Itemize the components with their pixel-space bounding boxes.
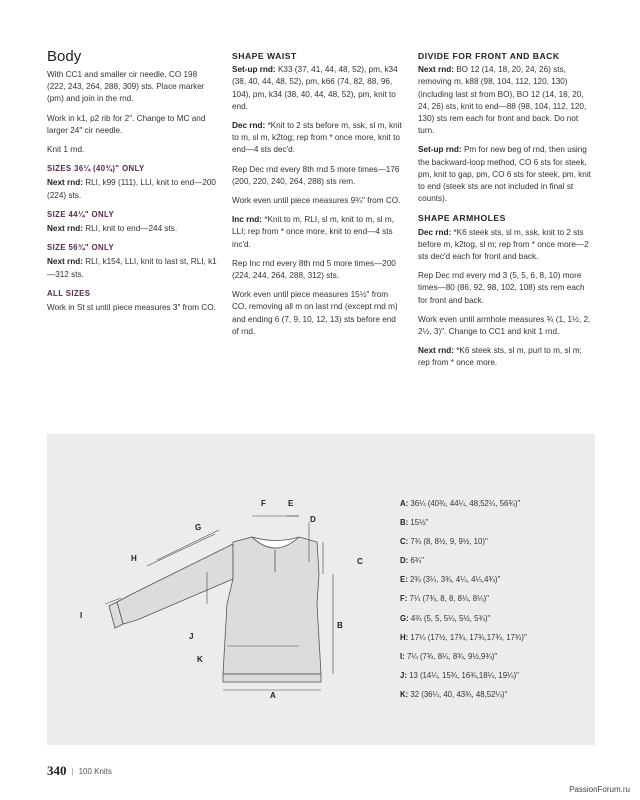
diagram-label-h: H bbox=[131, 554, 137, 563]
size-heading: SIZE 56¾" ONLY bbox=[47, 243, 115, 253]
paragraph: Knit 1 rnd. bbox=[47, 145, 85, 155]
column-divide bbox=[418, 48, 594, 377]
instruction-text: Pm for new beg of rnd, then using the backward-loop method, CO 6 sts for steek, pm, knit to gap, pm, CO 6 sts for steek, pm, knit to end (steek sts are not included in final st counts). bbox=[418, 145, 591, 204]
column-body bbox=[47, 48, 217, 321]
hem-ribbing bbox=[223, 674, 321, 682]
diagram-label-g: G bbox=[195, 523, 202, 532]
measurement-k: K: 32 (36¼, 40, 43¾, 48,52¼)" bbox=[400, 689, 508, 699]
body-shape bbox=[223, 537, 321, 674]
section-title: Body bbox=[47, 48, 82, 65]
diagram-label-k: K bbox=[197, 655, 203, 664]
paragraph bbox=[232, 120, 402, 157]
paragraph: Rep Dec rnd every 8th rnd 5 more times—176 (200, 220, 240, 264, 288) sts rem. bbox=[232, 164, 400, 186]
measurement-e: E: 2¾ (3¼, 3¾, 4¼, 4¼,4¾)" bbox=[400, 575, 501, 585]
measurement-g: G: 4¾ (5, 5, 5¼, 5½, 5¾)" bbox=[400, 613, 491, 623]
schematic-panel bbox=[47, 434, 595, 745]
book-title: 100 Knits bbox=[78, 766, 112, 776]
diagram-label-e: E bbox=[288, 499, 294, 508]
column-shape-waist bbox=[232, 48, 402, 345]
measurement-i: I: 7¼ (7¾, 8¼, 8¾, 9½,9¾)" bbox=[400, 651, 498, 661]
paragraph bbox=[418, 64, 594, 137]
instruction-label: Next rnd: bbox=[47, 257, 83, 267]
diagram-label-j: J bbox=[189, 632, 194, 641]
paragraph: Work in k1, p2 rib for 2". Change to MC and larger 24" cir needle. bbox=[47, 113, 206, 135]
paragraph bbox=[418, 345, 594, 369]
instruction-label: Next rnd: bbox=[47, 224, 83, 234]
instruction-text: *Knit to m, RLI, sl m, knit to m, sl m, LLI; rep from * once more, knit to end—4 sts inc'd. bbox=[232, 215, 394, 249]
instruction-label: Dec rnd: bbox=[232, 121, 266, 131]
section-heading: SHAPE ARMHOLES bbox=[418, 213, 506, 224]
paragraph: Work in St st until piece measures 3" from CO. bbox=[47, 303, 216, 313]
paragraph: Work even until piece measures 9¾" from CO. bbox=[232, 196, 401, 206]
section-heading: SHAPE WAIST bbox=[232, 51, 297, 61]
instruction-text: BO 12 (14, 18, 20, 24, 26) sts, removing m, k88 (98, 104, 112, 120, 130) (including last st from BO), BO 12 (14, 18, 20, 24, 26) sts, knit to end—88 (98, 104, 112, 120, 130) sts rem each for front and back. Do not turn. bbox=[418, 65, 587, 136]
instruction-label: Next rnd: bbox=[418, 65, 454, 75]
size-heading: SIZES 36¼ (40¾)" ONLY bbox=[47, 164, 145, 174]
diagram-label-d: D bbox=[310, 515, 316, 524]
instruction-label: Inc rnd: bbox=[232, 215, 263, 225]
instruction-label: Set-up rnd: bbox=[232, 65, 276, 75]
watermark: PassionForum.ru bbox=[569, 785, 630, 794]
paragraph bbox=[418, 227, 594, 264]
diagram-label-f: F bbox=[261, 499, 266, 508]
instruction-text: RLI, k154, LLI, knit to last st, RLI, k1—312 sts. bbox=[47, 257, 217, 279]
paragraph bbox=[418, 144, 594, 205]
size-heading: SIZE 44¼" ONLY bbox=[47, 209, 115, 219]
size-heading: ALL SIZES bbox=[47, 288, 91, 298]
sweater-schematic bbox=[47, 434, 397, 745]
paragraph bbox=[47, 177, 217, 201]
paragraph: Work even until armhole measures ¾ (1, 1½, 2, 2½, 3)". Change to CC1 and knit 1 rnd. bbox=[418, 314, 591, 337]
instruction-label: Next rnd: bbox=[47, 178, 83, 188]
instruction-text: RLI, knit to end—244 sts. bbox=[85, 224, 178, 234]
measurement-f: F: 7¼ (7¾, 8, 8, 8¼, 8¼)" bbox=[400, 594, 490, 604]
paragraph bbox=[232, 64, 402, 113]
diagram-label-b: B bbox=[337, 621, 343, 630]
instruction-text: *Knit to 2 sts before m, ssk, sl m, knit to m, sl m, k2tog; rep from * once more, knit to end—4 sts dec'd. bbox=[232, 121, 402, 155]
paragraph: Rep Inc rnd every 8th rnd 5 more times—200 (224, 244, 264, 288, 312) sts. bbox=[232, 258, 396, 281]
section-heading: DIVIDE FOR FRONT AND BACK bbox=[418, 51, 560, 61]
instruction-text: *K6 steek sts, sl m, ssk, knit to 2 sts before m, k2tog, sl m; rep from * once more—2 sts dec'd each for front and back. bbox=[418, 227, 589, 262]
instruction-label: Next rnd: bbox=[418, 346, 454, 356]
paragraph: Work even until piece measures 15½" from CO, removing all m on last rnd (except rnd m) and ending 6 (7, 9, 10, 12, 13) sts before end of rnd. bbox=[232, 290, 398, 336]
measurement-c: C: 7¾ (8, 8½, 9, 9½, 10)" bbox=[400, 537, 488, 547]
page-number: 340 bbox=[47, 763, 67, 778]
diagram-label-i: I bbox=[80, 611, 83, 620]
instruction-text: K33 (37, 41, 44, 48, 52), pm, k34 (38, 40, 44, 48, 52), pm, k66 (74, 82, 88, 96, 104), pm, k34 (38, 40, 44, 48, 52), pm, knit to end. bbox=[232, 65, 398, 111]
instruction-label: Set-up rnd: bbox=[418, 145, 462, 155]
paragraph: Rep Dec rnd every rnd 3 (5, 5, 6, 8, 10) more times—80 (86, 92, 98, 102, 108) sts rem each for front and back. bbox=[418, 271, 585, 305]
instruction-text: *K6 steek sts, sl m, purl to m, sl m; rep from * once more. bbox=[418, 346, 582, 368]
measurement-a: A: 36¼ (40¾, 44¼, 48,52¼, 56¾)" bbox=[400, 499, 521, 508]
paragraph: With CC1 and smaller cir needle, CO 198 (222, 243, 264, 288, 309) sts. Place marker (pm) and join in the rnd. bbox=[47, 70, 205, 104]
paragraph bbox=[47, 223, 217, 235]
instruction-label: Dec rnd: bbox=[418, 227, 452, 237]
measurement-h: H: 17¼ (17½, 17¾, 17¾,17¾, 17¾)" bbox=[400, 632, 527, 642]
page-footer bbox=[47, 763, 112, 779]
diagram-label-c: C bbox=[357, 557, 363, 566]
paragraph bbox=[47, 256, 217, 280]
measurement-list bbox=[400, 494, 527, 704]
measurement-j: J: 13 (14¼, 15¾, 16¾,18¼, 19¼)" bbox=[400, 670, 519, 680]
instruction-text: RLI, k99 (111), LLI, knit to end—200 (224) sts. bbox=[47, 178, 216, 200]
paragraph bbox=[232, 214, 402, 251]
footer-separator: | bbox=[71, 766, 74, 776]
measurement-b: B: 15½" bbox=[400, 518, 429, 528]
measurement-d: D: 6¾" bbox=[400, 556, 425, 566]
diagram-label-a: A bbox=[270, 691, 276, 700]
